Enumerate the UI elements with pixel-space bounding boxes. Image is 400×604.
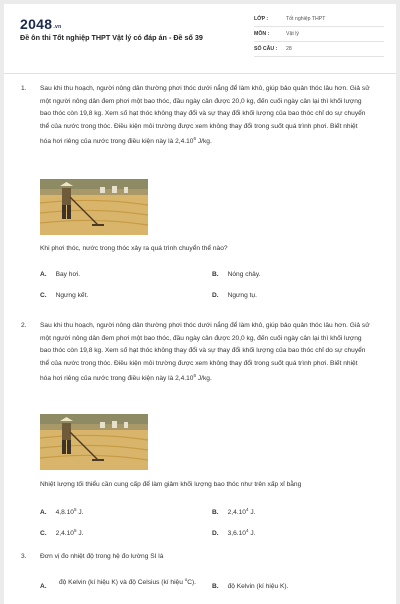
meta-label: MÔN :	[254, 31, 270, 37]
answer-option-a[interactable]: A. 4,8.10$^5$ J.	[40, 507, 84, 517]
meta-row-class	[254, 14, 384, 27]
meta-value: 28	[286, 46, 292, 52]
document-page	[4, 4, 396, 604]
answer-option-b[interactable]: B. Nóng chảy.	[212, 271, 261, 278]
meta-value: Tốt nghiệp THPT	[286, 16, 326, 22]
answer-option-a-key[interactable]: A.	[40, 583, 47, 590]
question-prompt: Khi phơi thóc, nước trong thóc xảy ra quá trình chuyển thể nào?	[40, 245, 228, 252]
rice-drying-photo	[40, 414, 148, 470]
answer-option-c[interactable]: C. 2,4.10$^5$ J.	[40, 528, 84, 538]
question-number: 1.	[21, 85, 27, 92]
question-prompt: Nhiệt lượng tối thiểu cần cung cấp để làm giảm khối lượng bao thóc như trên xấp xỉ bằng	[40, 481, 302, 488]
question-stem: Sau khi thu hoạch, người nông dân thường phơi thóc dưới nắng để làm khô, giúp bảo quản thóc lâu hơn. Giả sử một người nông dân đem phơi một bao thóc, đầu ngày cân được 20,0 kg, đến cuối ngày cân lại thì khối lượng bao thóc còn 19,8 kg. Xem số hạt thóc không thay đổi và sự thay đổi khối lượng của bao thóc chỉ do sự chuyển thể của nước trong thóc. Điều kiện môi trường được xem không thay đổi trong suốt quá trình phơi. Biết nhiệt hóa hơi riêng của nước trong điều kiện này là 2,4.10$^6$ J/kg.	[40, 322, 370, 383]
rice-drying-photo	[40, 179, 148, 235]
question-number: 3.	[21, 553, 27, 560]
answer-option-d[interactable]: D. 3,6.10$^4$ J.	[212, 528, 256, 538]
site-logo[interactable]: 2048.vn	[20, 16, 62, 32]
answer-option-b[interactable]: B. độ Kelvin (kí hiệu K).	[212, 583, 289, 590]
meta-row-count	[254, 44, 384, 57]
answer-option-a[interactable]: A. Bay hơi.	[40, 271, 81, 278]
document-title: Đề ôn thi Tốt nghiệp THPT Vật lý có đáp án - Đề số 39	[20, 33, 203, 42]
question-number: 2.	[21, 322, 27, 329]
meta-value: Vật lý	[286, 31, 299, 37]
question-stem: Sau khi thu hoạch, người nông dân thường phơi thóc dưới nắng để làm khô, giúp bảo quản thóc lâu hơn. Giả sử một người nông dân đem phơi một bao thóc, đầu ngày cân được 20,0 kg, đến cuối ngày cân lại thì khối lượng bao thóc còn 19,8 kg. Xem số hạt thóc không thay đổi và sự thay đổi khối lượng của bao thóc chỉ do sự chuyển thể của nước trong thóc. Điều kiện môi trường được xem không thay đổi trong suốt quá trình phơi. Biết nhiệt hóa hơi riêng của nước trong điều kiện này là 2,4.10$^6$ J/kg.	[40, 85, 370, 146]
header-divider	[4, 73, 396, 74]
meta-label: SỐ CÂU :	[254, 46, 278, 52]
meta-row-subject	[254, 29, 384, 42]
answer-option-a[interactable]: độ Kelvin (kí hiệu K) và độ Celsius (kí hiệu $^o$C).	[59, 577, 197, 587]
answer-option-b[interactable]: B. 2,4.10$^4$ J.	[212, 507, 256, 517]
answer-option-d[interactable]: D. Ngưng tụ.	[212, 292, 257, 299]
answer-option-c[interactable]: C. Ngưng kết.	[40, 292, 89, 299]
meta-label: LỚP :	[254, 16, 269, 22]
question-prompt: Đơn vị đo nhiệt độ trong hệ đo lường SI là	[40, 553, 164, 560]
document-header	[4, 4, 396, 74]
document-meta	[254, 14, 384, 59]
